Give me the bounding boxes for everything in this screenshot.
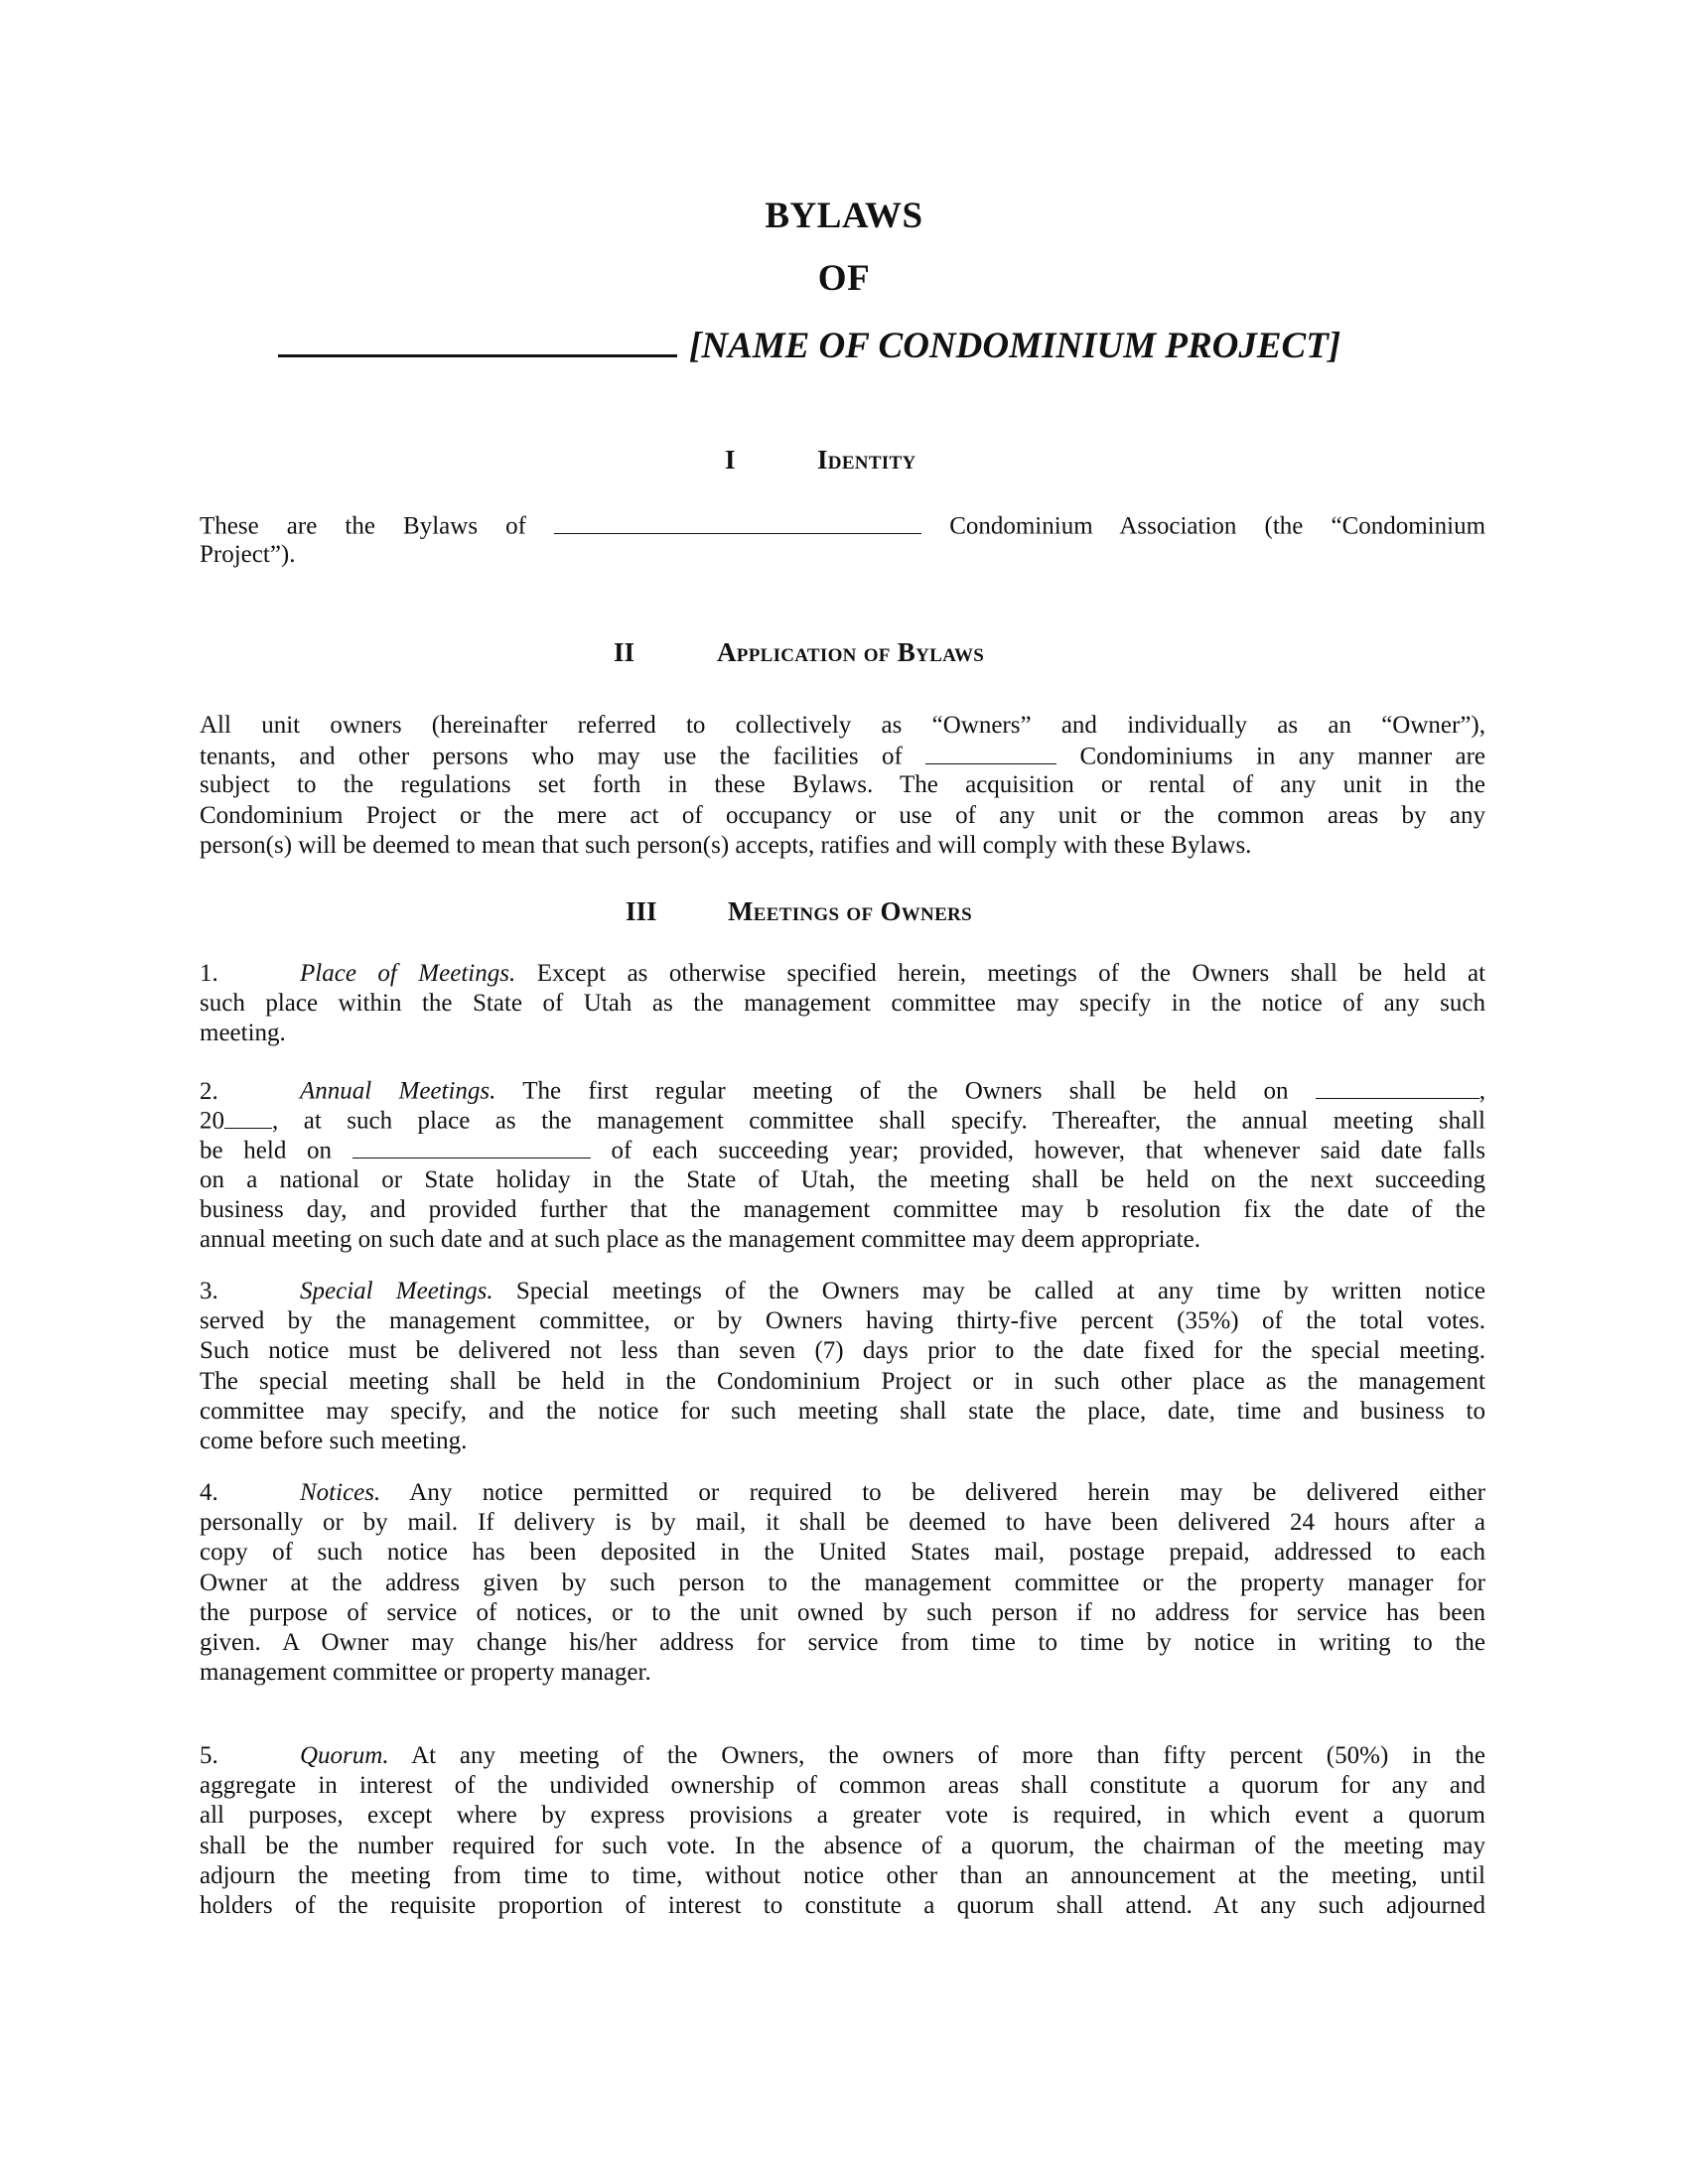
clause-heading: Place of Meetings. <box>300 960 516 987</box>
section-heading-identity <box>0 445 1688 480</box>
paragraph-line: come before such meeting. <box>200 1427 468 1454</box>
project-name-blank[interactable] <box>278 354 677 357</box>
section-numeral: III <box>626 896 657 926</box>
document-title-of: OF <box>817 258 871 299</box>
paragraph-line: management committee or property manager. <box>200 1659 651 1687</box>
document-title-bylaws: BYLAWS <box>765 196 923 236</box>
paragraph-line: committee may specify, and the notice for such meeting shall state the place, date, time and business to <box>200 1397 1485 1425</box>
clause-number: 5. <box>200 1742 218 1769</box>
paragraph-line: holders of the requisite proportion of interest to constitute a quorum shall attend. At any such adjourned <box>200 1891 1485 1919</box>
paragraph-line: served by the management committee, or by Owners having thirty-five percent (35%) of the total votes. <box>200 1307 1485 1335</box>
paragraph-line: person(s) will be deemed to mean that such person(s) accepts, ratifies and will comply with these Bylaws. <box>200 831 1252 859</box>
clause-heading: Special Meetings. <box>300 1278 493 1304</box>
clause-number: 2. <box>200 1077 218 1105</box>
paragraph-line: meeting. <box>200 1020 286 1047</box>
paragraph-line: These are the Bylaws of Condominium Association (the “Condominium <box>200 510 1485 540</box>
paragraph-line: 1. Place of Meetings. Except as otherwise specified herein, meetings of the Owners shall be held at <box>200 959 1485 989</box>
paragraph-line: 4. Notices. Any notice permitted or required to be delivered herein may be delivered either <box>200 1478 1485 1508</box>
paragraph-line: Project”). <box>200 541 296 569</box>
paragraph-line: subject to the regulations set forth in these Bylaws. The acquisition or rental of any unit in the <box>200 771 1485 799</box>
paragraph-line: 5. Quorum. At any meeting of the Owners, the owners of more than fifty percent (50%) in the <box>200 1741 1485 1771</box>
paragraph-line: All unit owners (hereinafter referred to collectively as “Owners” and individually as an “Owner”), <box>200 712 1485 739</box>
clause-place-of-meetings <box>200 959 1485 1049</box>
paragraph-line: all purposes, except where by express provisions a greater vote is required, in which event a quorum <box>200 1802 1485 1830</box>
paragraph-line: The special meeting shall be held in the Condominium Project or in such other place as the management <box>200 1367 1485 1395</box>
clause-heading: Annual Meetings. <box>300 1077 496 1105</box>
paragraph-line: the purpose of service of notices, or to the unit owned by such person if no address for service has been <box>200 1598 1485 1626</box>
document-title-name-row <box>278 320 1340 367</box>
paragraph-line: personally or by mail. If delivery is by mail, it shall be deemed to have been delivered 24 hours after a <box>200 1509 1485 1537</box>
clause-notices <box>200 1478 1485 1688</box>
first-meeting-date-blank[interactable] <box>1316 1075 1479 1099</box>
section-numeral: II <box>614 637 635 667</box>
paragraph-line: copy of such notice has been deposited in the United States mail, postage prepaid, addressed to each <box>200 1539 1485 1567</box>
paragraph-line: Owner at the address given by such person to the management committee or the property manager for <box>200 1569 1485 1596</box>
section-title: Application of Bylaws <box>717 637 985 667</box>
section-numeral: I <box>725 445 736 475</box>
paragraph-line: business day, and provided further that the management committee may b resolution fix the date of the <box>200 1195 1485 1223</box>
clause-number: 3. <box>200 1278 218 1304</box>
condominium-name-blank[interactable] <box>925 741 1056 764</box>
identity-paragraph <box>200 510 1485 570</box>
clause-annual-meetings <box>200 1075 1485 1255</box>
clause-number: 1. <box>200 960 218 987</box>
paragraph-line: on a national or State holiday in the State of Utah, the meeting shall be held on the next succeeding <box>200 1165 1485 1193</box>
paragraph-line: given. A Owner may change his/her address for service from time to time by notice in writing to the <box>200 1628 1485 1656</box>
section-heading-application-of-bylaws <box>0 637 1688 673</box>
association-name-blank[interactable] <box>554 510 921 534</box>
paragraph-line: aggregate in interest of the undivided ownership of common areas shall constitute a quorum for any and <box>200 1772 1485 1800</box>
project-name-placeholder: [NAME OF CONDOMINIUM PROJECT] <box>689 326 1341 366</box>
paragraph-line: be held on of each succeeding year; provided, however, that whenever said date falls <box>200 1135 1485 1164</box>
paragraph-line: 3. Special Meetings. Special meetings of the Owners may be called at any time by written notice <box>200 1277 1485 1306</box>
clause-heading: Quorum. <box>300 1742 389 1769</box>
application-paragraph <box>200 711 1485 861</box>
paragraph-line: 20 , at such place as the management committee shall specify. Thereafter, the annual meeting shall <box>200 1105 1485 1135</box>
paragraph-line: Condominium Project or the mere act of occupancy or use of any unit or the common areas by any <box>200 801 1485 829</box>
paragraph-line: 2. Annual Meetings. The first regular meeting of the Owners shall be held on , <box>200 1075 1485 1105</box>
annual-meeting-date-blank[interactable] <box>352 1135 591 1159</box>
clause-heading: Notices. <box>300 1479 381 1506</box>
section-title: Identity <box>817 445 916 475</box>
paragraph-line: Such notice must be delivered not less than seven (7) days prior to the date fixed for the special meeting. <box>200 1337 1485 1365</box>
paragraph-line: adjourn the meeting from time to time, without notice other than an announcement at the meeting, until <box>200 1861 1485 1889</box>
paragraph-line: tenants, and other persons who may use the facilities of Condominiums in any manner are <box>200 741 1485 770</box>
section-title: Meetings of Owners <box>728 896 972 926</box>
first-meeting-year-blank[interactable] <box>224 1105 272 1129</box>
paragraph-line: annual meeting on such date and at such place as the management committee may deem appropriate. <box>200 1225 1200 1253</box>
clause-number: 4. <box>200 1479 218 1506</box>
paragraph-line: such place within the State of Utah as the management committee may specify in the notice of any such <box>200 990 1485 1018</box>
clause-special-meetings <box>200 1277 1485 1456</box>
section-heading-meetings-of-owners <box>0 896 1688 932</box>
clause-quorum <box>200 1741 1485 1921</box>
paragraph-line: shall be the number required for such vote. In the absence of a quorum, the chairman of the meeting may <box>200 1832 1485 1859</box>
